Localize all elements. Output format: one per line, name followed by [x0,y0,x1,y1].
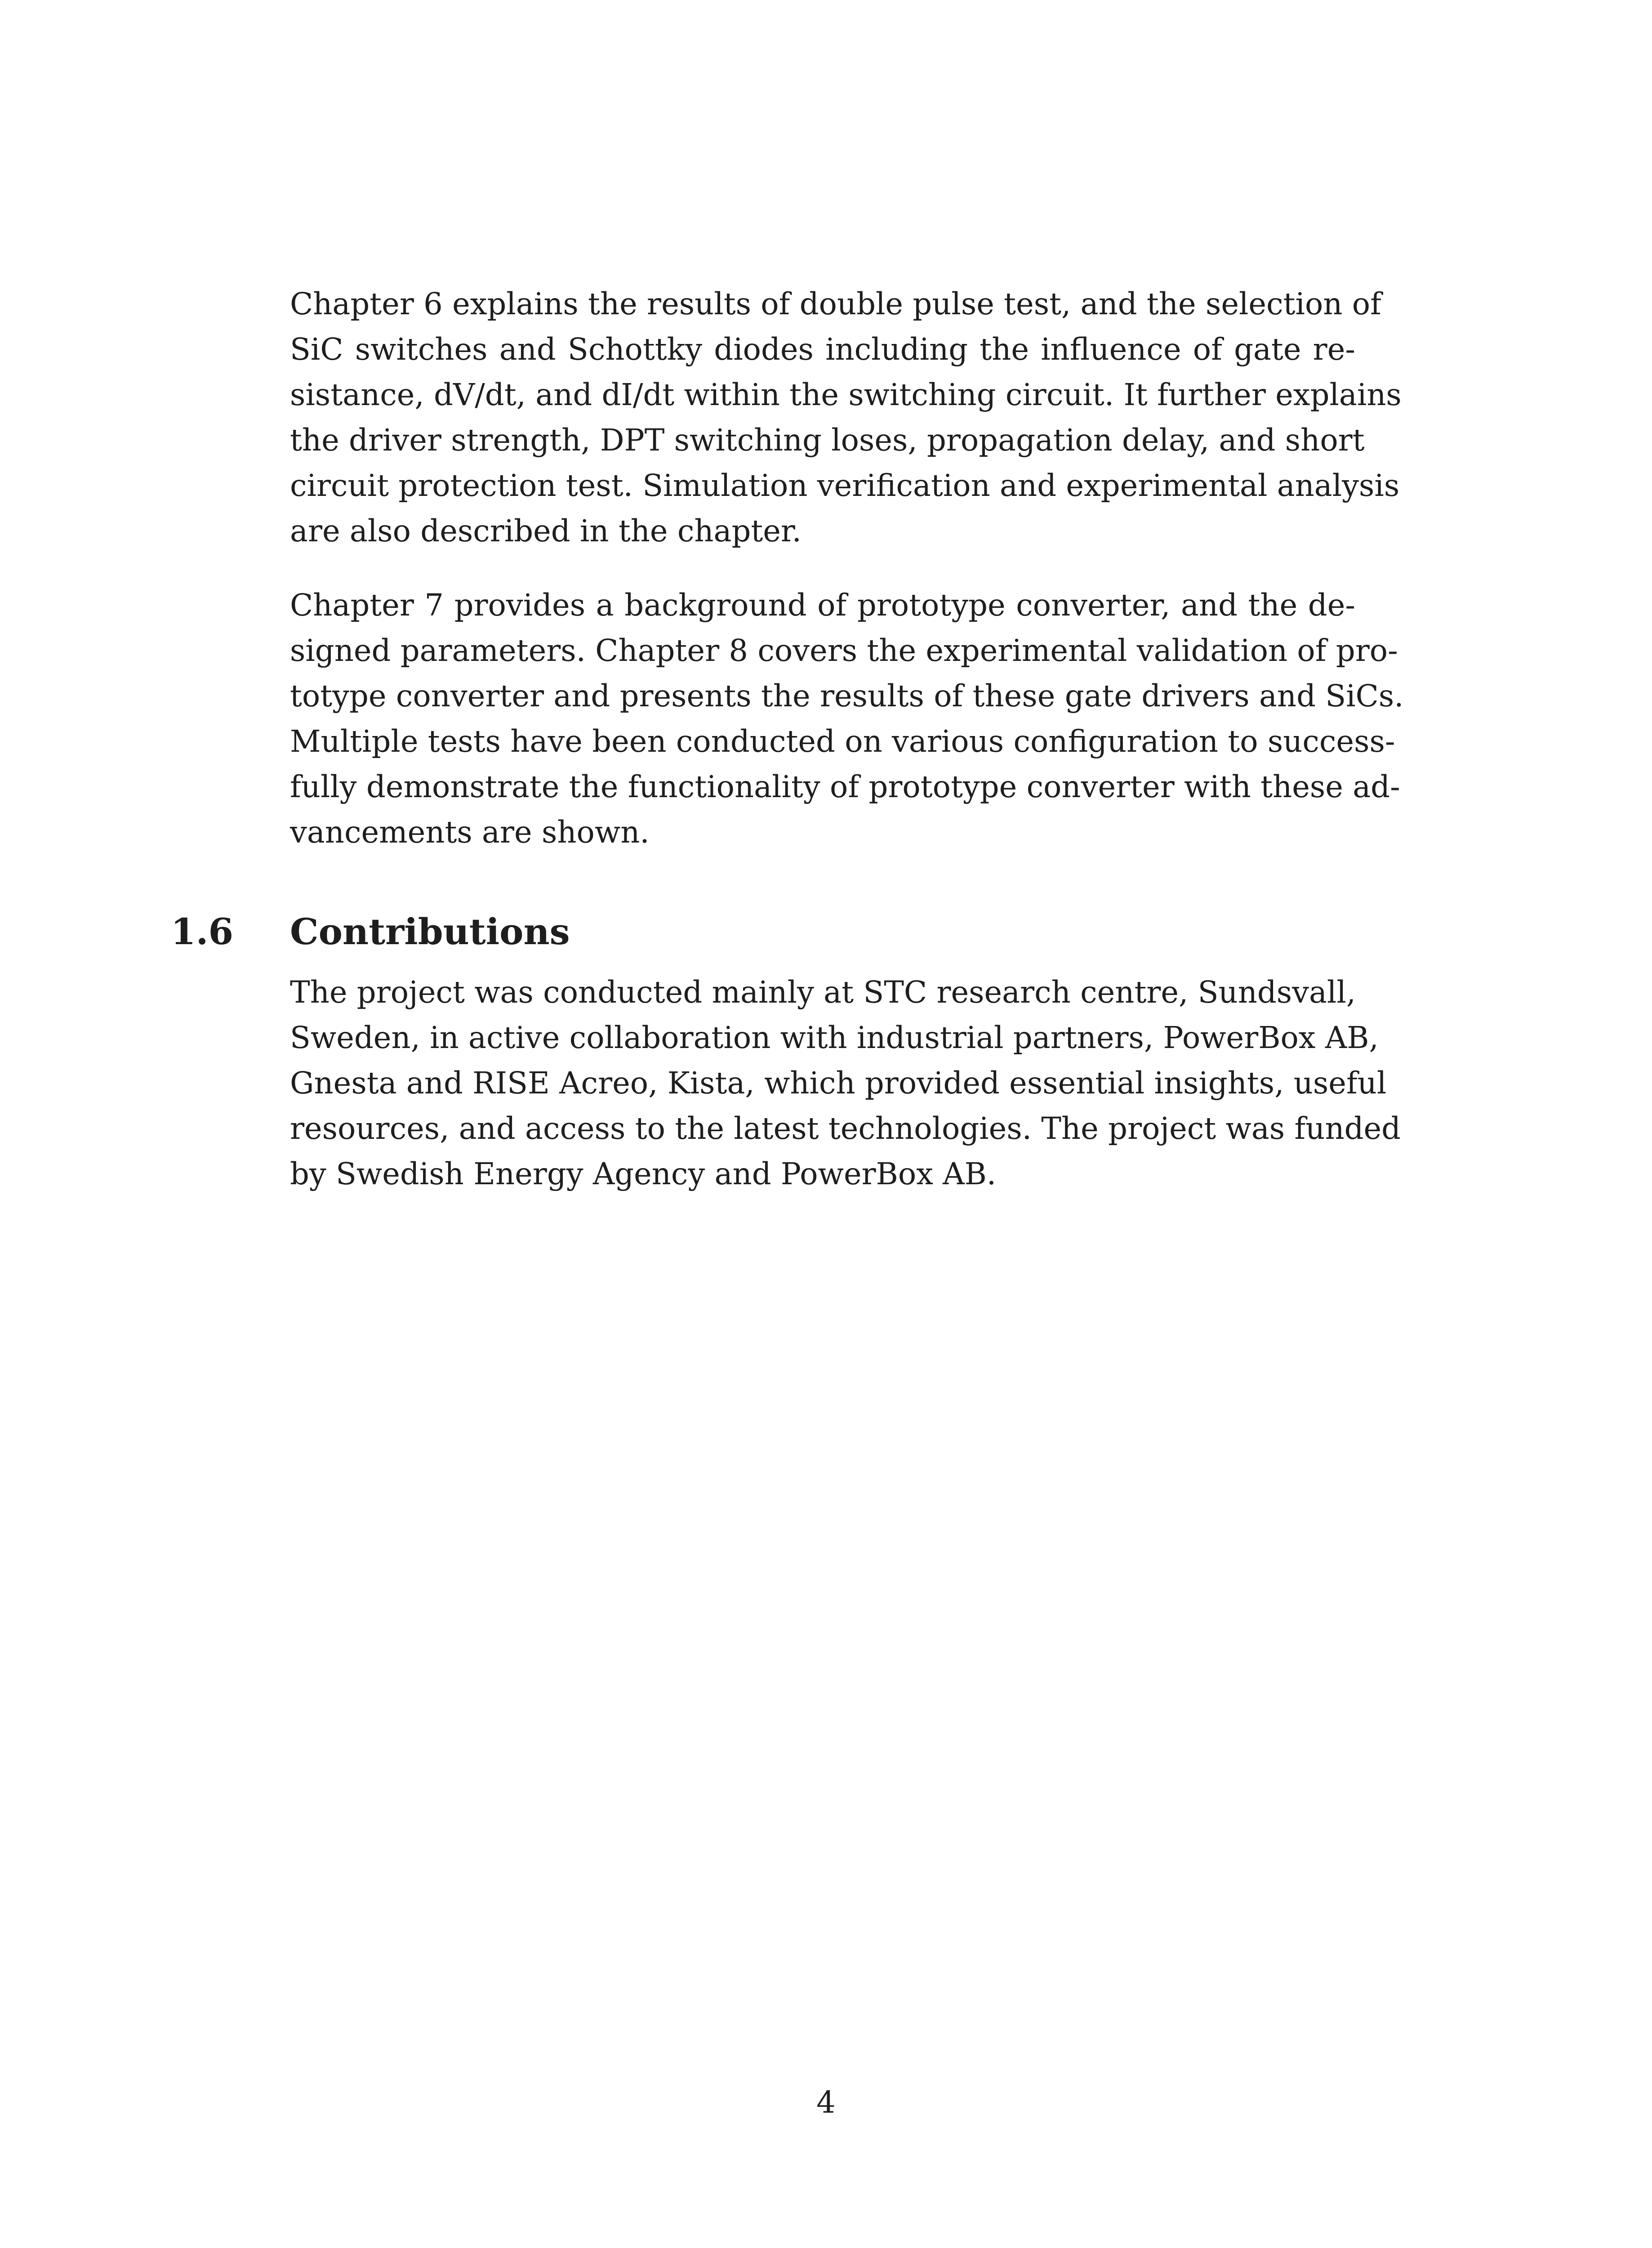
text-line: sistance, dV/dt, and dI/dt within the switching circuit. It further explains [290,377,1402,412]
section-number: 1.6 [171,910,234,953]
text-line: The project was conducted mainly at STC research centre, Sundsvall, [290,975,1356,1010]
paragraph-chapter-7-8 [290,583,1404,855]
text-line: SiC switches and Schottky diodes including the influence of gate re- [290,332,1355,367]
text-line: Gnesta and RISE Acreo, Kista, which provided essential insights, useful [290,1066,1387,1101]
text-line: are also described in the chapter. [290,513,802,549]
text-line: Chapter 6 explains the results of double pulse test, and the selection of [290,286,1381,321]
text-line: resources, and access to the latest technologies. The project was funded [290,1111,1401,1146]
text-line: signed parameters. Chapter 8 covers the experimental validation of pro- [290,633,1398,668]
text-line: Sweden, in active collaboration with industrial partners, PowerBox AB, [290,1020,1379,1055]
section-heading: Contributions [290,910,570,953]
text-line: circuit protection test. Simulation verification and experimental analysis [290,468,1400,503]
paragraph-chapter-6 [290,281,1402,554]
page-number: 4 [816,2085,836,2120]
text-line: the driver strength, DPT switching loses, propagation delay, and short [290,423,1365,458]
text-line: totype converter and presents the results of these gate drivers and SiCs. [290,678,1404,714]
text-line: Multiple tests have been conducted on various configuration to success- [290,724,1395,759]
text-line: fully demonstrate the functionality of prototype converter with these ad- [290,769,1400,804]
text-line: by Swedish Energy Agency and PowerBox AB. [290,1156,997,1191]
text-line: vancements are shown. [290,815,650,850]
paragraph-contributions [290,970,1401,1197]
text-line: Chapter 7 provides a background of prototype converter, and the de- [290,588,1355,623]
